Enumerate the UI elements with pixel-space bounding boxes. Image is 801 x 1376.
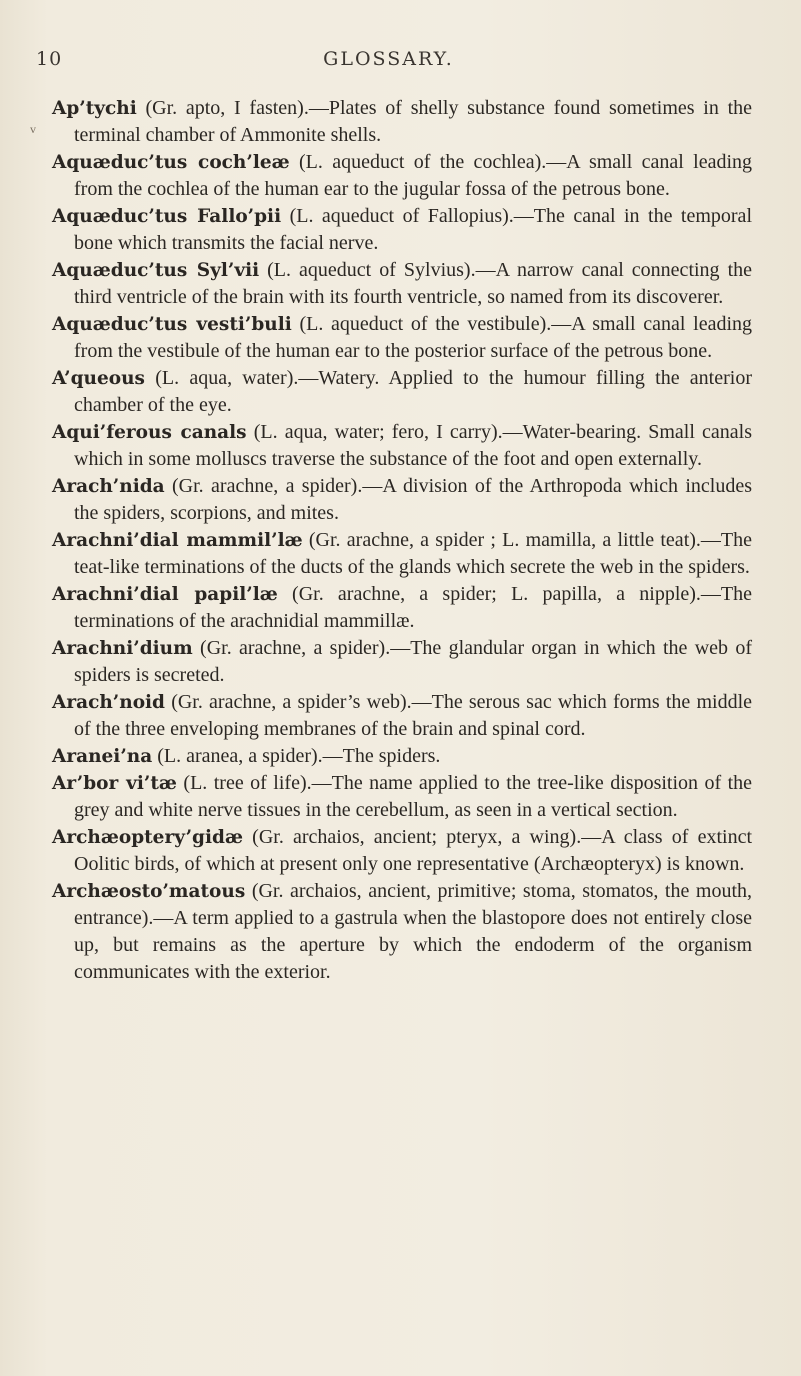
entry-headword: Arach’nida (52, 476, 165, 497)
glossary-entry (52, 743, 752, 770)
entry-definition: (L. aqua, water; fero, I carry).—Water-bearing. Small canals which in some molluscs traverse the substance of the foot and open externally. (74, 421, 753, 470)
glossary-entry (52, 527, 752, 581)
glossary-entry (52, 149, 752, 203)
entry-headword: Arachni’dium (52, 638, 193, 659)
entry-definition: (L. aqua, water).—Watery. Applied to the humour filling the anterior chamber of the eye. (74, 367, 752, 416)
entry-definition: (Gr. arachne, a spider’s web).—The serous sac which forms the middle of the three enveloping membranes of the brain and spinal cord. (74, 691, 753, 740)
entry-definition: (L. aqueduct of Sylvius).—A narrow canal connecting the third ventricle of the brain with its fourth ventricle, so named from its discoverer. (74, 259, 752, 308)
entry-headword: Ap’tychi (52, 98, 137, 119)
glossary-entry (52, 770, 752, 824)
entry-definition: (L. tree of life).—The name applied to the tree-like disposition of the grey and white nerve tissues in the cerebellum, as seen in a vertical section. (74, 772, 753, 821)
glossary-entry (52, 419, 752, 473)
glossary-entry (52, 473, 752, 527)
entry-definition: (Gr. arachne, a spider; L. papilla, a nipple).—The terminations of the arachnidial mammillæ. (74, 583, 753, 632)
entry-headword: Aquæduc’tus Syl’vii (52, 260, 260, 281)
entry-definition: (Gr. arachne, a spider ; L. mamilla, a little teat).—The teat-like terminations of the ducts of the glands which secrete the web in the spiders. (74, 529, 752, 578)
glossary-entry (52, 257, 752, 311)
entry-definition: (Gr. apto, I fasten).—Plates of shelly substance found sometimes in the terminal chamber of Ammonite shells. (74, 97, 752, 146)
entry-headword: Arachni’dial papil’læ (52, 584, 278, 605)
entry-headword: Aranei’na (52, 746, 153, 767)
page-number: 10 (36, 48, 63, 70)
entry-headword: Aquæduc’tus Fallo’pii (52, 206, 282, 227)
entry-definition: (Gr. archaios, ancient; pteryx, a wing).—A class of extinct Oolitic birds, of which at present only one representative (Archæopteryx) is known. (74, 826, 753, 875)
entry-headword: Aquæduc’tus coch’leæ (52, 152, 290, 173)
glossary-entry (52, 95, 752, 149)
glossary-entry (52, 365, 752, 419)
entry-definition: (L. aqueduct of Fallopius).—The canal in the temporal bone which transmits the facial nerve. (74, 205, 752, 254)
entry-headword: Ar’bor vi’tæ (52, 773, 177, 794)
entry-definition: (Gr. arachne, a spider).—A division of the Arthropoda which includes the spiders, scorpions, and mites. (74, 475, 752, 524)
entry-headword: Archæoptery’gidæ (52, 827, 243, 848)
glossary-entry (52, 203, 752, 257)
glossary-entries (52, 95, 752, 986)
entry-definition: (Gr. arachne, a spider).—The glandular organ in which the web of spiders is secreted. (74, 637, 753, 686)
page-header (36, 48, 741, 78)
glossary-entry (52, 581, 752, 635)
entry-headword: Arach’noid (52, 692, 165, 713)
entry-headword: Aqui’ferous canals (52, 422, 247, 443)
margin-mark: v (30, 122, 36, 136)
entry-headword: Archæosto’matous (52, 881, 246, 902)
glossary-entry (52, 635, 752, 689)
glossary-entry (52, 689, 752, 743)
entry-headword: A’queous (52, 368, 145, 389)
glossary-entry (52, 824, 752, 878)
entry-definition: (Gr. archaios, ancient, primitive; stoma, stomatos, the mouth, entrance).—A term applied to a gastrula when the blastopore does not entirely close up, but remains as the aperture by which the endoderm of the organism communicates with the exterior. (74, 880, 752, 983)
entry-headword: Arachni’dial mammil’læ (52, 530, 303, 551)
glossary-entry (52, 878, 752, 986)
entry-definition: (L. aqueduct of the cochlea).—A small canal leading from the cochlea of the human ear to the jugular fossa of the petrous bone. (74, 151, 753, 200)
entry-definition: (L. aranea, a spider).—The spiders. (157, 745, 441, 767)
entry-definition: (L. aqueduct of the vestibule).—A small canal leading from the vestibule of the human ear to the posterior surface of the petrous bone. (74, 313, 752, 362)
entry-headword: Aquæduc’tus vesti’buli (52, 314, 292, 335)
glossary-entry (52, 311, 752, 365)
running-head: GLOSSARY. (323, 48, 454, 70)
